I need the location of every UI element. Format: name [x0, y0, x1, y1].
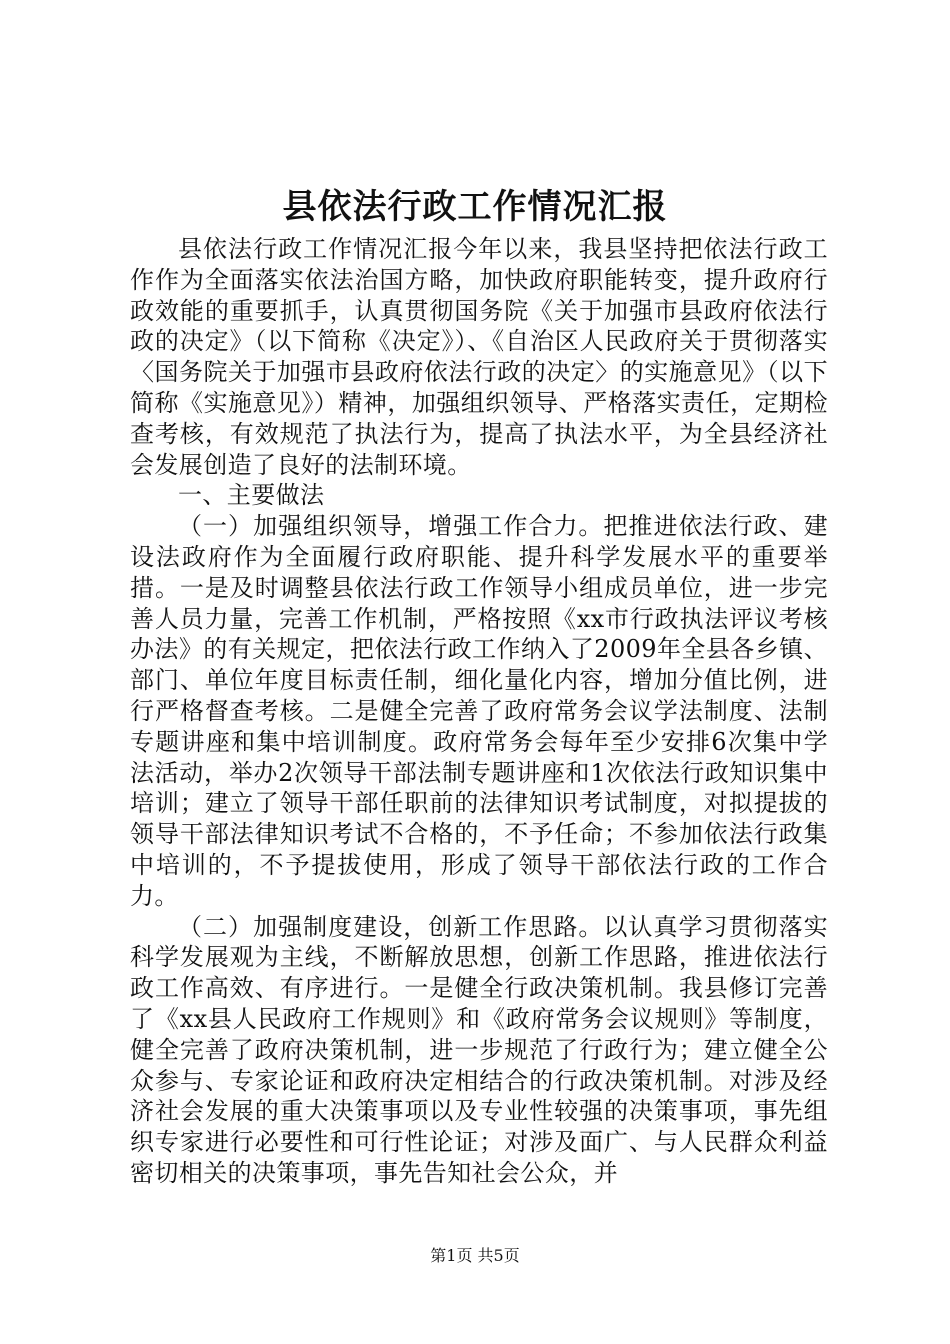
section-heading-main-practices: 一、主要做法: [178, 481, 325, 510]
page-footer: 第1页 共5页: [430, 1246, 520, 1265]
paragraph-system-building: （二）加强制度建设，创新工作思路。以认真学习贯彻落实科学发展观为主线，不断解放思想，创新工作思路，推进依法行政工作高效、有序进行。一是健全行政决策机制。我县修订完善了《xx县人民政府工作规则》和《政府常务会议规则》等制度，健全完善了政府决策机制，进一步规范了行政行为；建立健全公众参与、专家论证和政府决定相结合的行政决策机制。对涉及经济社会发展的重大决策事项以及专业性较强的决策事项，事先组织专家进行必要性和可行性论证；对涉及面广、与人民群众利益密切相关的决策事项，事先告知社会公众，并: [130, 912, 828, 1187]
intro-paragraph: 县依法行政工作情况汇报今年以来，我县坚持把依法行政工作作为全面落实依法治国方略，加快政府职能转变，提升政府行政效能的重要抓手，认真贯彻国务院《关于加强市县政府依法行政的决定》（以下简称《决定》）、《自治区人民政府关于贯彻落实〈国务院关于加强市县政府依法行政的决定〉的实施意见》（以下简称《实施意见》）精神，加强组织领导、严格落实责任，定期检查考核，有效规范了执法行为，提高了执法水平，为全县经济社会发展创造了良好的法制环境。: [130, 235, 828, 479]
document-body: [130, 234, 828, 1189]
document-title: 县依法行政工作情况汇报: [282, 187, 668, 227]
paragraph-organization-leadership: （一）加强组织领导，增强工作合力。把推进依法行政、建设法政府作为全面履行政府职能、提升科学发展水平的重要举措。一是及时调整县依法行政工作领导小组成员单位，进一步完善人员力量，完善工作机制，严格按照《xx市行政执法评议考核办法》的有关规定，把依法行政工作纳入了2009年全县各乡镇、部门、单位年度目标责任制，细化量化内容，增加分值比例，进行严格督查考核。二是健全完善了政府常务会议学法制度、法制专题讲座和集中培训制度。政府常务会每年至少安排6次集中学法活动，举办2次领导干部法制专题讲座和1次依法行政知识集中培训；建立了领导干部任职前的法律知识考试制度，对拟提拔的领导干部法律知识考试不合格的，不予任命；不参加依法行政集中培训的，不予提拔使用，形成了领导干部依法行政的工作合力。: [130, 512, 828, 910]
